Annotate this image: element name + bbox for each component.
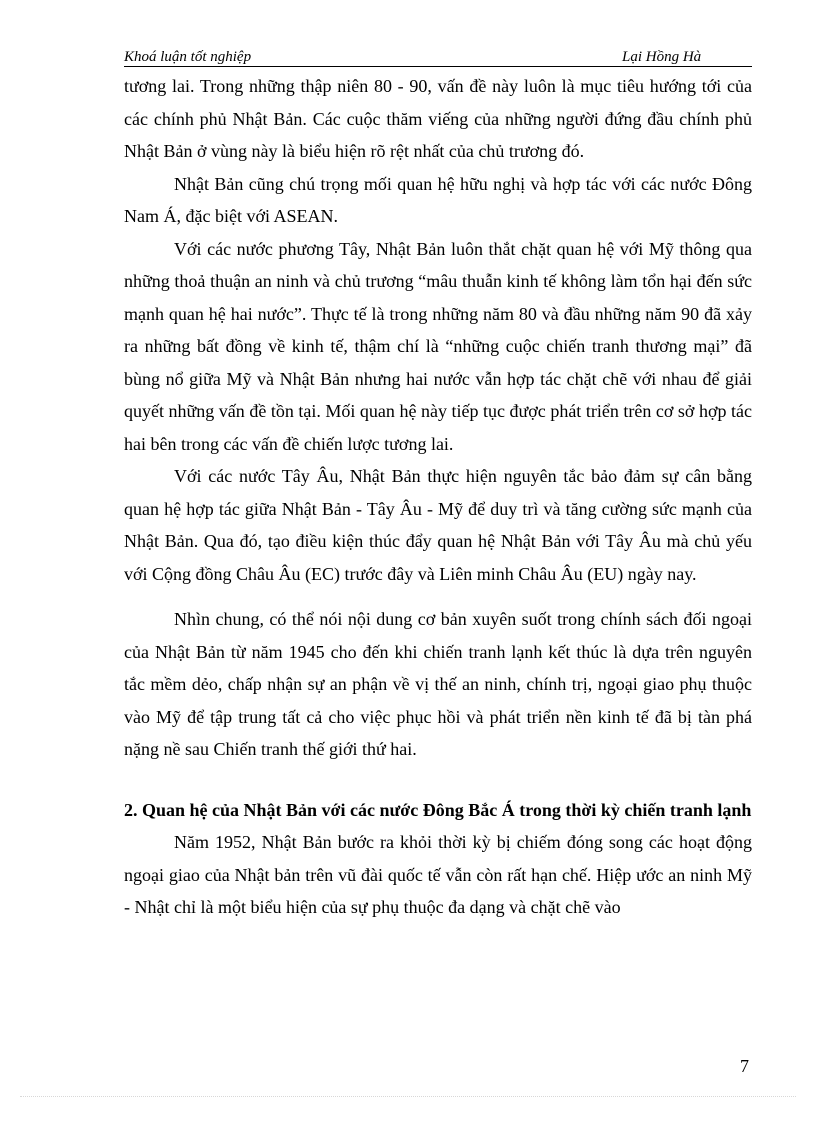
paragraph: Với các nước phương Tây, Nhật Bản luôn thắt chặt quan hệ với Mỹ thông qua những thoả thuận an ninh và chủ trương “mâu thuẫn kinh tế không làm tổn hại đến sức mạnh quan hệ hai nước”. Thực tế là trong những năm 80 và đầu những năm 90 đã xảy ra những bất đồng về kinh tế, thậm chí là “những cuộc chiến tranh thương mại” đã bùng nổ giữa Mỹ và Nhật Bản nhưng hai nước vẫn hợp tác chặt chẽ với nhau để giải quyết những vấn đề tồn tại. Mối quan hệ này tiếp tục được phát triển trên cơ sở hợp tác hai bên trong các vấn đề chiến lược tương lai.	[124, 238, 752, 454]
paragraph: Năm 1952, Nhật Bản bước ra khỏi thời kỳ bị chiếm đóng song các hoạt động ngoại giao của Nhật bản trên vũ đài quốc tế vẫn còn rất hạn chế. Hiệp ước an ninh Mỹ - Nhật chỉ là một biểu hiện của sự phụ thuộc đa dạng và chặt chẽ vào	[124, 832, 752, 917]
header-right-text: Lại Hồng Hà	[622, 49, 702, 65]
paragraph-continuation: tương lai. Trong những thập niên 80 - 90, vấn đề này luôn là mục tiêu hướng tới của các chính phủ Nhật Bản. Các cuộc thăm viếng của những người đứng đầu chính phủ Nhật Bản ở vùng này là biểu hiện rõ rệt nhất của chủ trương đó.	[124, 76, 752, 161]
paragraph: Nhật Bản cũng chú trọng mối quan hệ hữu nghị và hợp tác với các nước Đông Nam Á, đặc biệt với ASEAN.	[124, 173, 752, 226]
paragraph: Nhìn chung, có thể nói nội dung cơ bản xuyên suốt trong chính sách đối ngoại của Nhật Bản từ năm 1945 cho đến khi chiến tranh lạnh kết thúc là dựa trên nguyên tắc mềm dẻo, chấp nhận sự an phận về vị thế an ninh, chính trị, ngoại giao phụ thuộc vào Mỹ để tập trung tất cả cho việc phục hồi và phát triển nền kinh tế đã bị tàn phá nặng nề sau Chiến tranh thế giới thứ hai.	[124, 609, 752, 759]
document-body	[124, 70, 752, 924]
page-header	[124, 48, 752, 67]
page-number: 7	[740, 1056, 749, 1076]
section-heading: 2. Quan hệ của Nhật Bản với các nước Đông Bắc Á trong thời kỳ chiến tranh lạnh	[124, 799, 752, 820]
page-bottom-divider	[20, 1096, 796, 1097]
header-left-text: Khoá luận tốt nghiệp	[124, 49, 252, 65]
paragraph: Với các nước Tây Âu, Nhật Bản thực hiện nguyên tắc bảo đảm sự cân bằng quan hệ hợp tác giữa Nhật Bản - Tây Âu - Mỹ để duy trì và tăng cường sức mạnh của Nhật Bản. Qua đó, tạo điều kiện thúc đẩy quan hệ Nhật Bản với Tây Âu mà chủ yếu với Cộng đồng Châu Âu (EC) trước đây và Liên minh Châu Âu (EU) ngày nay.	[124, 466, 752, 584]
